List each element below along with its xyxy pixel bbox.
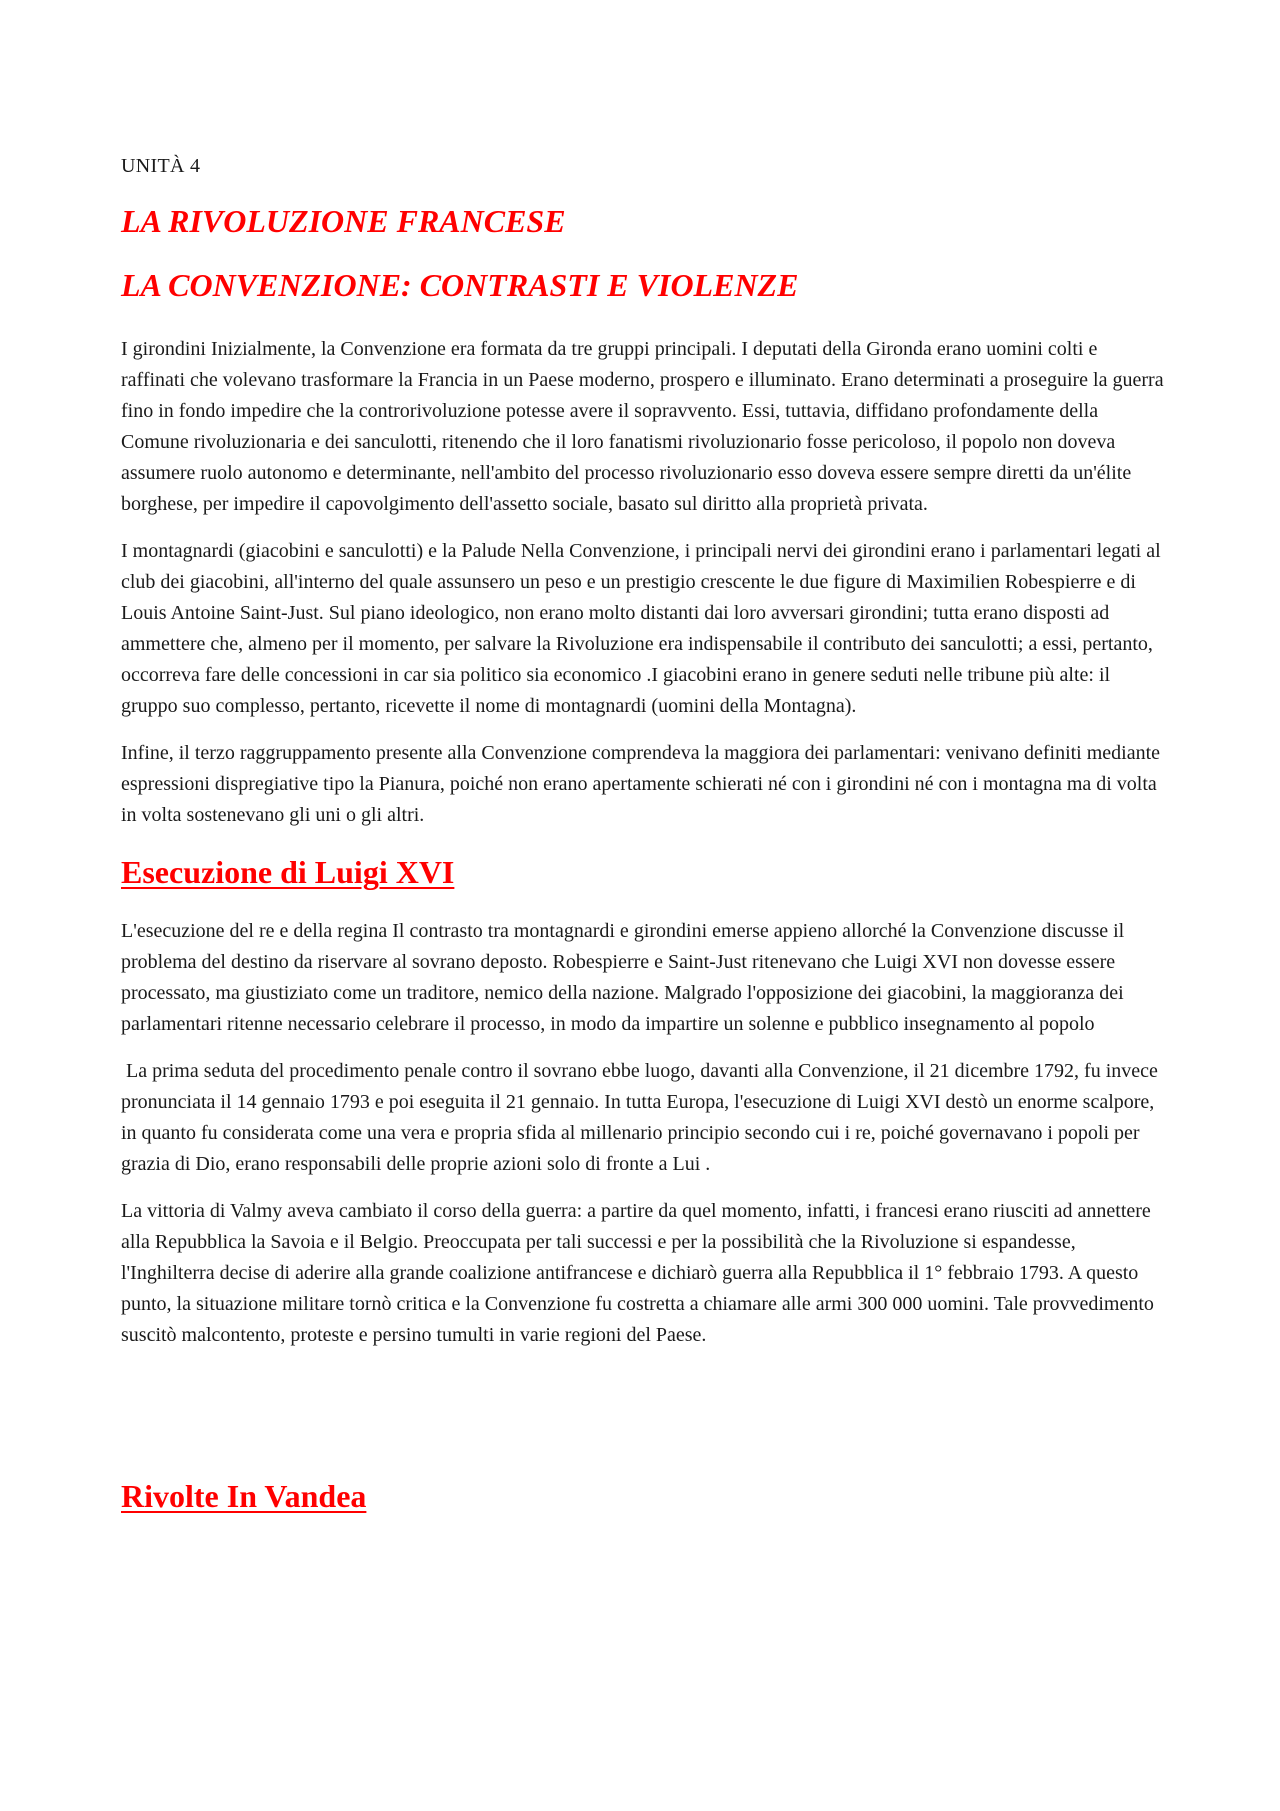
document-page <box>121 140 1166 1516</box>
paragraph-montagnardi: I montagnardi (giacobini e sanculotti) e la Palude Nella Convenzione, i principali nervi dei girondini erano i parlamentari legati al club dei giacobini, all'interno del quale assunsero un peso e un prestigio crescente le due figure di Maximilien Robespierre e di Louis Antoine Saint-Just. Sul piano ideologico, non erano molto distanti dai loro avversari girondini; tutta erano disposti ad ammettere che, almeno per il momento, per salvare la Rivoluzione era indispensabile il contributo dei sanculotti; a essi, pertanto, occorreva fare delle concessioni in car sia politico sia economico .I giacobini erano in genere seduti nelle tribune più alte: il gruppo suo complesso, pertanto, ricevette il nome di montagnardi (uomini della Montagna). <box>121 540 1161 717</box>
paragraph-valmy: La vittoria di Valmy aveva cambiato il corso della guerra: a partire da quel momento, infatti, i francesi erano riusciti ad annettere alla Repubblica la Savoia e il Belgio. Preoccupata per tali successi e per la possibilità che la Rivoluzione si espandesse, l'Inghilterra decise di aderire alla grande coalizione antifrancese e dichiarò guerra alla Repubblica il 1° febbraio 1793. A questo punto, la situazione militare tornò critica e la Convenzione fu costretta a chiamare alle armi 300 000 uomini. Tale provvedimento suscitò malcontento, proteste e persino tumulti in varie regioni del Paese. <box>121 1200 1154 1346</box>
document-subtitle: LA CONVENZIONE: CONTRASTI E VIOLENZE <box>121 267 799 303</box>
paragraph-girondini: I girondini Inizialmente, la Convenzione era formata da tre gruppi principali. I deputati della Gironda erano uomini colti e raffinati che volevano trasformare la Francia in un Paese moderno, prospero e illuminato. Erano determinati a proseguire la guerra fino in fondo impedire che la controrivoluzione potesse avere il sopravvento. Essi, tuttavia, diffidano profondamente della Comune rivoluzionaria e dei sanculotti, ritenendo che il loro fanatismi rivoluzionario fosse pericoloso, il popolo non doveva assumere ruolo autonomo e determinante, nell'ambito del processo rivoluzionario esso doveva essere sempre diretti da un'élite borghese, per impedire il capovolgimento dell'assetto sociale, basato sul diritto alla proprietà privata. <box>121 338 1164 515</box>
section-heading-vandea: Rivolte In Vandea <box>121 1478 367 1514</box>
unit-label: UNITÀ 4 <box>121 155 201 177</box>
paragraph-pianura: Infine, il terzo raggruppamento presente alla Convenzione comprendeva la maggiora dei parlamentari: venivano definiti mediante espressioni dispregiative tipo la Pianura, poiché non erano apertamente schierati né con i girondini né con i montagna ma di volta in volta sostenevano gli uni o gli altri. <box>121 742 1161 826</box>
document-title: LA RIVOLUZIONE FRANCESE <box>121 203 566 239</box>
paragraph-processo: La prima seduta del procedimento penale contro il sovrano ebbe luogo, davanti alla Convenzione, il 21 dicembre 1792, fu invece pronunciata il 14 gennaio 1793 e poi eseguita il 21 gennaio. In tutta Europa, l'esecuzione di Luigi XVI destò un enorme scalpore, in quanto fu considerata come una vera e propria sfida al millenario principio secondo cui i re, poiché governavano i popoli per grazia di Dio, erano responsabili delle proprie azioni solo di fronte a Lui . <box>121 1060 1163 1175</box>
section-heading-esecuzione: Esecuzione di Luigi XVI <box>121 854 455 890</box>
paragraph-esecuzione: L'esecuzione del re e della regina Il contrasto tra montagnardi e girondini emerse appieno allorché la Convenzione discusse il problema del destino da riservare al sovrano deposto. Robespierre e Saint-Just ritenevano che Luigi XVI non dovesse essere processato, ma giustiziato come un traditore, nemico della nazione. Malgrado l'opposizione dei giacobini, la maggioranza dei parlamentari ritenne necessario celebrare il processo, in modo da impartire un solenne e pubblico insegnamento al popolo <box>121 920 1125 1035</box>
